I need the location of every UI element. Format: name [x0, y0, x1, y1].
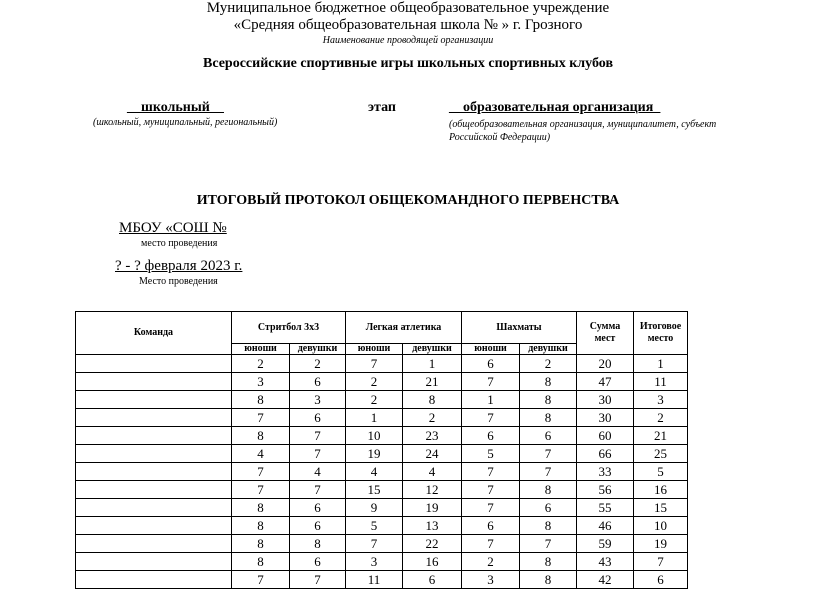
- cell-chess-boys: 7: [462, 535, 520, 553]
- cell-streetball-boys: 7: [232, 571, 290, 589]
- cell-streetball-girls: 7: [290, 571, 346, 589]
- cell-streetball-girls: 6: [290, 499, 346, 517]
- cell-chess-boys: 3: [462, 571, 520, 589]
- header-athletics: Легкая атлетика: [346, 312, 462, 344]
- games-title: Всероссийские спортивные игры школьных спортивных клубов: [203, 56, 613, 71]
- cell-streetball-boys: 7: [232, 481, 290, 499]
- cell-team: [76, 499, 232, 517]
- cell-team: [76, 373, 232, 391]
- cell-chess-girls: 8: [520, 391, 577, 409]
- organizer-caption: Наименование проводящей организации: [322, 35, 494, 46]
- table-row: [76, 463, 688, 481]
- header-chess: Шахматы: [462, 312, 577, 344]
- cell-athletics-boys: 7: [346, 535, 403, 553]
- table-row: [76, 445, 688, 463]
- cell-chess-boys: 7: [462, 409, 520, 427]
- cell-streetball-boys: 3: [232, 373, 290, 391]
- stage-organization: __образовательная организация_: [449, 100, 661, 115]
- cell-streetball-boys: 8: [232, 427, 290, 445]
- cell-streetball-boys: 8: [232, 391, 290, 409]
- organizer-line-2: «Средняя общеобразовательная школа № » г. Грозного: [233, 17, 583, 33]
- table-row: [76, 391, 688, 409]
- cell-athletics-girls: 4: [403, 463, 462, 481]
- cell-chess-boys: 1: [462, 391, 520, 409]
- cell-final-place: 25: [634, 445, 688, 463]
- venue-caption: место проведения: [141, 238, 218, 249]
- cell-sum: 30: [577, 391, 634, 409]
- cell-streetball-boys: 8: [232, 553, 290, 571]
- cell-athletics-boys: 7: [346, 355, 403, 373]
- cell-sum: 56: [577, 481, 634, 499]
- cell-final-place: 7: [634, 553, 688, 571]
- cell-final-place: 19: [634, 535, 688, 553]
- cell-streetball-girls: 6: [290, 553, 346, 571]
- cell-chess-boys: 7: [462, 463, 520, 481]
- cell-final-place: 2: [634, 409, 688, 427]
- table-row: [76, 373, 688, 391]
- cell-streetball-girls: 6: [290, 517, 346, 535]
- stage-word: этап: [368, 100, 396, 115]
- header-chess-girls: девушки: [520, 344, 577, 355]
- cell-athletics-girls: 23: [403, 427, 462, 445]
- cell-sum: 59: [577, 535, 634, 553]
- cell-final-place: 10: [634, 517, 688, 535]
- cell-athletics-boys: 2: [346, 373, 403, 391]
- cell-athletics-girls: 12: [403, 481, 462, 499]
- cell-chess-girls: 8: [520, 409, 577, 427]
- cell-streetball-girls: 7: [290, 445, 346, 463]
- table-row: [76, 355, 688, 373]
- cell-sum: 43: [577, 553, 634, 571]
- cell-team: [76, 553, 232, 571]
- cell-sum: 66: [577, 445, 634, 463]
- table-row: [76, 481, 688, 499]
- cell-athletics-boys: 15: [346, 481, 403, 499]
- cell-streetball-girls: 2: [290, 355, 346, 373]
- cell-final-place: 21: [634, 427, 688, 445]
- cell-chess-girls: 7: [520, 535, 577, 553]
- cell-chess-boys: 6: [462, 427, 520, 445]
- cell-team: [76, 391, 232, 409]
- cell-sum: 30: [577, 409, 634, 427]
- cell-streetball-girls: 7: [290, 481, 346, 499]
- cell-chess-girls: 6: [520, 499, 577, 517]
- cell-athletics-girls: 24: [403, 445, 462, 463]
- cell-team: [76, 409, 232, 427]
- stage-level-caption: (школьный, муниципальный, региональный): [93, 117, 278, 128]
- cell-chess-boys: 7: [462, 481, 520, 499]
- cell-athletics-girls: 22: [403, 535, 462, 553]
- cell-final-place: 15: [634, 499, 688, 517]
- cell-athletics-girls: 8: [403, 391, 462, 409]
- cell-team: [76, 355, 232, 373]
- venue-value: МБОУ «СОШ №: [119, 220, 227, 236]
- cell-athletics-boys: 4: [346, 463, 403, 481]
- cell-athletics-boys: 9: [346, 499, 403, 517]
- cell-streetball-boys: 7: [232, 409, 290, 427]
- cell-final-place: 11: [634, 373, 688, 391]
- cell-chess-girls: 8: [520, 571, 577, 589]
- cell-streetball-girls: 3: [290, 391, 346, 409]
- cell-streetball-girls: 6: [290, 409, 346, 427]
- cell-team: [76, 445, 232, 463]
- cell-athletics-boys: 10: [346, 427, 403, 445]
- cell-chess-boys: 6: [462, 517, 520, 535]
- header-team: Команда: [76, 312, 232, 355]
- results-table: [75, 311, 688, 589]
- table-row: [76, 499, 688, 517]
- cell-sum: 47: [577, 373, 634, 391]
- cell-chess-boys: 7: [462, 373, 520, 391]
- cell-chess-girls: 8: [520, 553, 577, 571]
- cell-chess-girls: 8: [520, 517, 577, 535]
- cell-team: [76, 427, 232, 445]
- cell-team: [76, 481, 232, 499]
- table-row: [76, 427, 688, 445]
- cell-sum: 60: [577, 427, 634, 445]
- table-row: [76, 409, 688, 427]
- cell-athletics-girls: 13: [403, 517, 462, 535]
- cell-athletics-girls: 19: [403, 499, 462, 517]
- cell-chess-boys: 5: [462, 445, 520, 463]
- cell-team: [76, 517, 232, 535]
- cell-final-place: 6: [634, 571, 688, 589]
- header-streetball: Стритбол 3х3: [232, 312, 346, 344]
- cell-sum: 42: [577, 571, 634, 589]
- cell-streetball-boys: 8: [232, 517, 290, 535]
- cell-final-place: 5: [634, 463, 688, 481]
- cell-final-place: 3: [634, 391, 688, 409]
- table-row: [76, 553, 688, 571]
- organizer-line-1: Муниципальное бюджетное общеобразовательное учреждение: [206, 0, 610, 16]
- header-athletics-boys: юноши: [346, 344, 403, 355]
- cell-chess-boys: 2: [462, 553, 520, 571]
- dates-value: ? - ? февраля 2023 г.: [115, 258, 243, 274]
- cell-chess-girls: 2: [520, 355, 577, 373]
- dates-caption: Место проведения: [139, 276, 218, 287]
- stage-level: __школьный__: [127, 100, 224, 115]
- header-streetball-girls: девушки: [290, 344, 346, 355]
- cell-streetball-girls: 6: [290, 373, 346, 391]
- table-row: [76, 535, 688, 553]
- cell-athletics-boys: 5: [346, 517, 403, 535]
- cell-athletics-boys: 3: [346, 553, 403, 571]
- cell-athletics-boys: 2: [346, 391, 403, 409]
- cell-athletics-girls: 2: [403, 409, 462, 427]
- header-athletics-girls: девушки: [403, 344, 462, 355]
- cell-team: [76, 463, 232, 481]
- cell-chess-girls: 7: [520, 445, 577, 463]
- cell-team: [76, 535, 232, 553]
- cell-athletics-boys: 11: [346, 571, 403, 589]
- cell-streetball-boys: 4: [232, 445, 290, 463]
- header-final-place: Итоговое место: [634, 312, 688, 355]
- cell-streetball-girls: 4: [290, 463, 346, 481]
- cell-sum: 55: [577, 499, 634, 517]
- cell-sum: 33: [577, 463, 634, 481]
- cell-athletics-girls: 16: [403, 553, 462, 571]
- cell-athletics-girls: 6: [403, 571, 462, 589]
- protocol-title: ИТОГОВЫЙ ПРОТОКОЛ ОБЩЕКОМАНДНОГО ПЕРВЕНСТВА: [196, 193, 620, 208]
- table-row: [76, 517, 688, 535]
- header-chess-boys: юноши: [462, 344, 520, 355]
- cell-streetball-boys: 7: [232, 463, 290, 481]
- stage-organization-caption: (общеобразовательная организация, муниципалитет, субъект Российской Федерации): [449, 119, 717, 143]
- cell-streetball-boys: 8: [232, 535, 290, 553]
- cell-athletics-girls: 1: [403, 355, 462, 373]
- cell-chess-girls: 8: [520, 481, 577, 499]
- cell-streetball-boys: 8: [232, 499, 290, 517]
- cell-athletics-boys: 1: [346, 409, 403, 427]
- cell-streetball-girls: 8: [290, 535, 346, 553]
- cell-chess-girls: 7: [520, 463, 577, 481]
- cell-athletics-girls: 21: [403, 373, 462, 391]
- cell-final-place: 16: [634, 481, 688, 499]
- cell-athletics-boys: 19: [346, 445, 403, 463]
- cell-chess-girls: 8: [520, 373, 577, 391]
- cell-streetball-boys: 2: [232, 355, 290, 373]
- header-streetball-boys: юноши: [232, 344, 290, 355]
- cell-streetball-girls: 7: [290, 427, 346, 445]
- cell-chess-boys: 6: [462, 355, 520, 373]
- cell-sum: 20: [577, 355, 634, 373]
- cell-sum: 46: [577, 517, 634, 535]
- cell-chess-girls: 6: [520, 427, 577, 445]
- cell-final-place: 1: [634, 355, 688, 373]
- cell-chess-boys: 7: [462, 499, 520, 517]
- header-sum: Сумма мест: [577, 312, 634, 355]
- results-body: [76, 355, 688, 589]
